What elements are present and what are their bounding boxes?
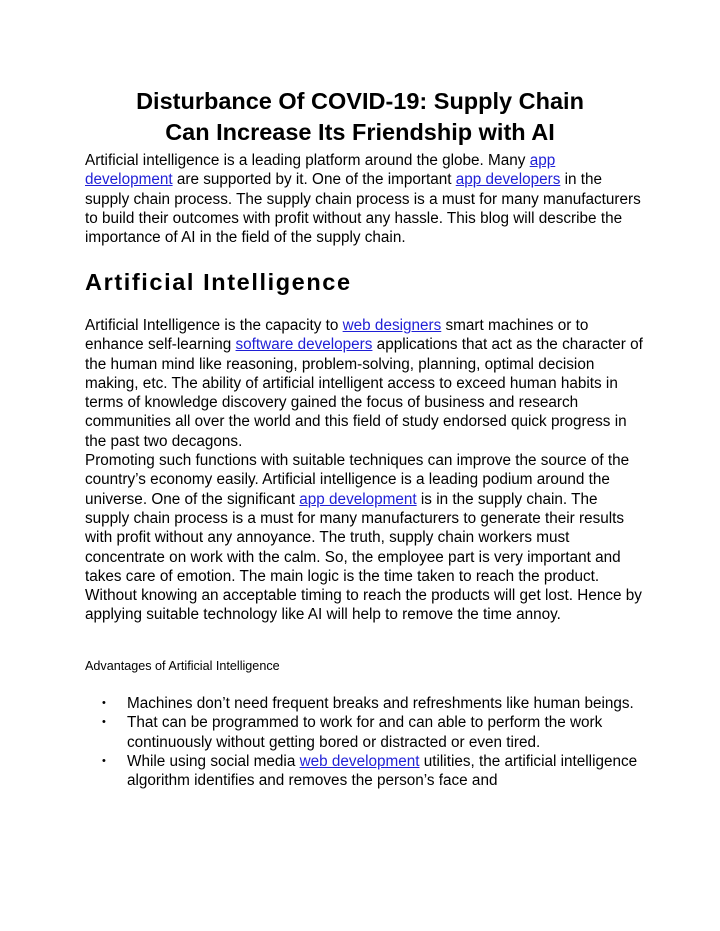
web-designers-link[interactable]: web designers [342, 317, 442, 334]
body-text-2: smart machines or to enhance self-learning [85, 317, 589, 354]
body-text-1: Artificial Intelligence is the capacity to [85, 317, 343, 334]
bullet-text-1: Machines don’t need frequent breaks and refreshments like human beings. [127, 695, 634, 712]
body-text-3: applications that act as the character of the human mind like reasoning, problem-solving, planning, optimal decision making, etc. The ability of artificial intelligent access to exceed human habits in terms of knowledge discovery gained the focus of business and research communities all over the world and this field of study endorsed quick progress in the past two decagons. [85, 336, 643, 450]
bullet-icon: • [102, 754, 106, 767]
advantages-label: Advantages of Artificial Intelligence [85, 659, 280, 673]
body-text-4: Promoting such functions with suitable techniques can improve the source of the country’s economy easily. Artificial intelligence is a leading podium around the universe. One of the significant [85, 452, 630, 508]
intro-text-1: Artificial intelligence is a leading platform around the globe. Many [85, 152, 530, 169]
advantages-list [102, 694, 642, 790]
intro-text-3: in the supply chain process. The supply chain process is a must for many manufacturers to build their outcomes with profit without any hassle. This blog will describe the importance of AI in the field of the supply chain. [85, 171, 641, 247]
bullet-icon: • [102, 716, 106, 729]
bullet-text-3b: utilities, the artificial intelligence algorithm identifies and removes the person’s face and [127, 752, 638, 790]
title-line-2: Can Increase Its Friendship with AI [165, 119, 555, 145]
app-developers-link[interactable]: app developers [455, 171, 561, 189]
bullet-icon: • [102, 697, 106, 709]
body-paragraph [85, 316, 645, 625]
intro-text-2: are supported by it. One of the important [172, 171, 456, 189]
body-text-5: is in the supply chain. The supply chain process is a must for many manufacturers to generate their results with profit without any annoyance. The truth, supply chain workers must concentrate on work with the calm. So, the employee part is very important and takes care of emotion. The main logic is the time taken to reach the product. Without knowing an acceptable timing to reach the products will get lost. Hence by applying suitable technology like AI will help to remove the time annoy. [85, 490, 642, 624]
page-title [40, 86, 680, 148]
list-item [102, 694, 642, 713]
title-line-1: Disturbance Of COVID-19: Supply Chain [136, 88, 584, 114]
list-item [102, 713, 642, 752]
intro-paragraph [85, 151, 645, 247]
web-development-link[interactable]: web development [299, 752, 420, 770]
bullet-text-2: That can be programmed to work for and can able to perform the work continuously without getting bored or distracted or even tired. [127, 714, 603, 751]
app-development-link-2[interactable]: app development [299, 490, 417, 508]
bullet-text-3a: While using social media [127, 752, 300, 770]
software-developers-link[interactable]: software developers [235, 336, 373, 354]
list-item [102, 752, 642, 791]
app-development-link[interactable]: app development [85, 152, 556, 189]
section-heading: Artificial Intelligence [85, 269, 352, 295]
